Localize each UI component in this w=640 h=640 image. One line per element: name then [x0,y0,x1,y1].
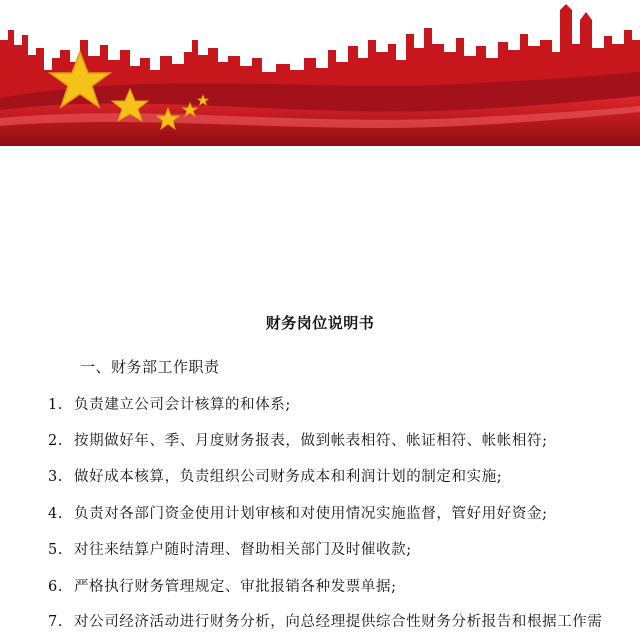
list-item-text: 做好成本核算，负责组织公司财务成本和利润计划的制定和实施; [74,469,503,485]
list-item-text: 负责对各部门资金使用计划审核和对使用情况实施监督，管好用好资金; [74,506,548,522]
list-item [48,577,628,597]
list-item-number: 5. [48,542,64,558]
header-banner [0,0,640,146]
list-item [48,431,628,451]
list-item [48,467,628,487]
list-item-text: 对往来结算户随时清理、督助相关部门及时催收款; [74,542,412,558]
document-title: 财务岗位说明书 [265,314,375,332]
list-item-text: 对公司经济活动进行财务分析，向总经理提供综合性财务分析报告和根据工作需 [74,614,603,630]
list-item [48,504,628,524]
list-item-text: 严格执行财务管理规定、审批报销各种发票单据; [74,579,397,595]
list-item [48,540,628,560]
list-item-number: 7. [48,614,64,630]
list-item-number: 6. [48,579,64,595]
skyline-stars-illustration [0,0,640,146]
section-heading: 一、财务部工作职责 [80,358,220,376]
list-item-text: 按期做好年、季、月度财务报表，做到帐表相符、帐证相符、帐帐相符; [74,433,548,449]
list-item-number: 2. [48,433,64,449]
list-item-number: 3. [48,469,64,485]
list-item-number: 4. [48,506,64,522]
list-item [48,612,628,632]
list-item [48,395,628,415]
list-item-number: 1. [48,397,64,413]
list-item-text: 负责建立公司会计核算的和体系; [74,397,291,413]
